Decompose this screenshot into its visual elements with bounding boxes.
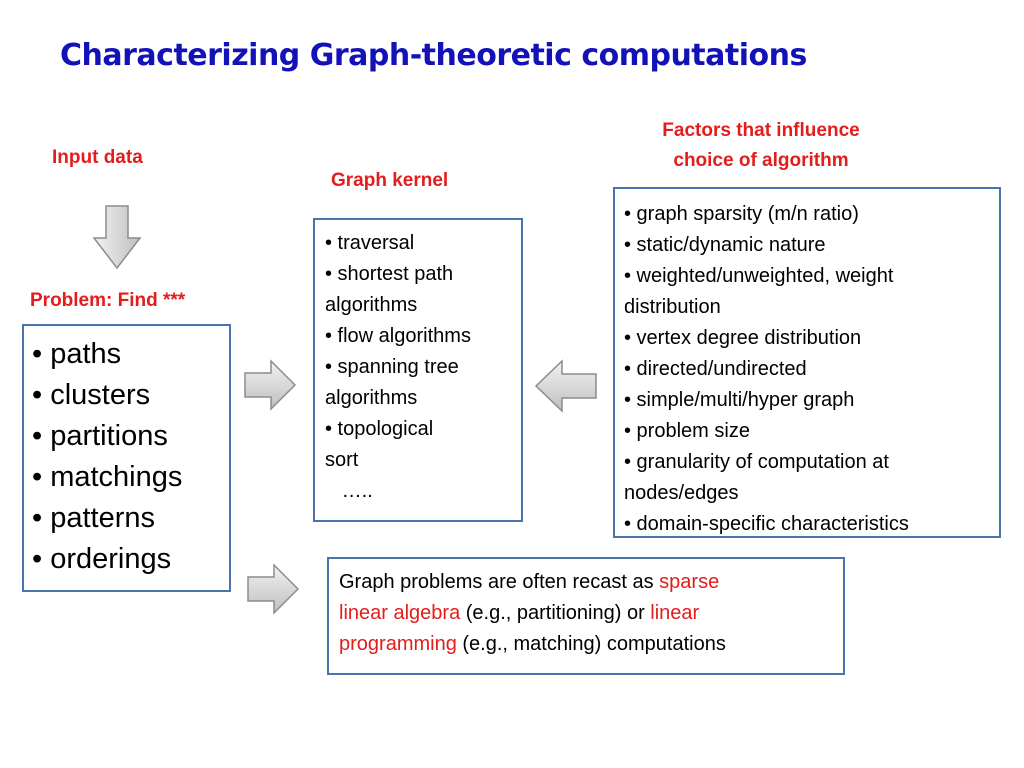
list-item: • directed/undirected: [624, 358, 807, 380]
list-item: • problem size: [624, 420, 750, 442]
list-item: • static/dynamic nature: [624, 234, 826, 256]
list-item: • partitions: [32, 420, 168, 452]
factors-label: [611, 116, 911, 176]
list-item: • domain-specific characteristics: [624, 513, 909, 535]
factors-label-line1: Factors that influence: [662, 120, 860, 141]
list-item: algorithms: [325, 387, 418, 409]
list-item: nodes/edges: [624, 482, 739, 504]
list-item: • topological: [325, 418, 434, 440]
right-arrow-icon: [243, 359, 297, 411]
list-item: …..: [325, 480, 373, 502]
list-item: • traversal: [325, 232, 415, 254]
list-item: • granularity of computation at: [624, 451, 889, 473]
down-arrow-icon: [92, 204, 142, 270]
right-arrow-icon: [246, 563, 300, 615]
graph-kernel-label: Graph kernel: [331, 170, 449, 191]
factors-label-line2: choice of algorithm: [673, 150, 849, 171]
left-arrow-icon: [534, 359, 598, 413]
note-box: [327, 557, 845, 675]
graph-kernel-box: [313, 218, 523, 522]
list-item: • flow algorithms: [325, 325, 471, 347]
kernel-list: [325, 228, 521, 507]
list-item: • shortest path: [325, 263, 454, 285]
list-item: algorithms: [325, 294, 418, 316]
list-item: • vertex degree distribution: [624, 327, 862, 349]
input-data-label: Input data: [52, 147, 143, 168]
list-item: • clusters: [32, 379, 151, 411]
list-item: • patterns: [32, 502, 155, 534]
factors-box: [613, 187, 1001, 538]
factors-list: [624, 199, 999, 540]
problem-label: Problem: Find ***: [30, 290, 186, 311]
list-item: • matchings: [32, 461, 183, 493]
problem-list: [32, 334, 229, 580]
list-item: • paths: [32, 338, 122, 370]
page-title: Characterizing Graph-theoretic computations: [60, 38, 807, 73]
note-highlight: programming: [339, 633, 457, 655]
note-text: (e.g., partitioning) or: [460, 602, 651, 624]
list-item: • graph sparsity (m/n ratio): [624, 203, 859, 225]
list-item: • weighted/unweighted, weight: [624, 265, 894, 287]
list-item: • orderings: [32, 543, 172, 575]
note-highlight: sparse: [659, 571, 720, 593]
note-text: Graph problems are often recast as: [339, 571, 660, 593]
list-item: • simple/multi/hyper graph: [624, 389, 855, 411]
note-text: (e.g., matching) computations: [456, 633, 726, 655]
list-item: sort: [325, 449, 359, 471]
note-highlight: linear: [650, 602, 700, 624]
note-highlight: linear algebra: [339, 602, 461, 624]
problem-box: [22, 324, 231, 592]
list-item: distribution: [624, 296, 721, 318]
list-item: • spanning tree: [325, 356, 459, 378]
